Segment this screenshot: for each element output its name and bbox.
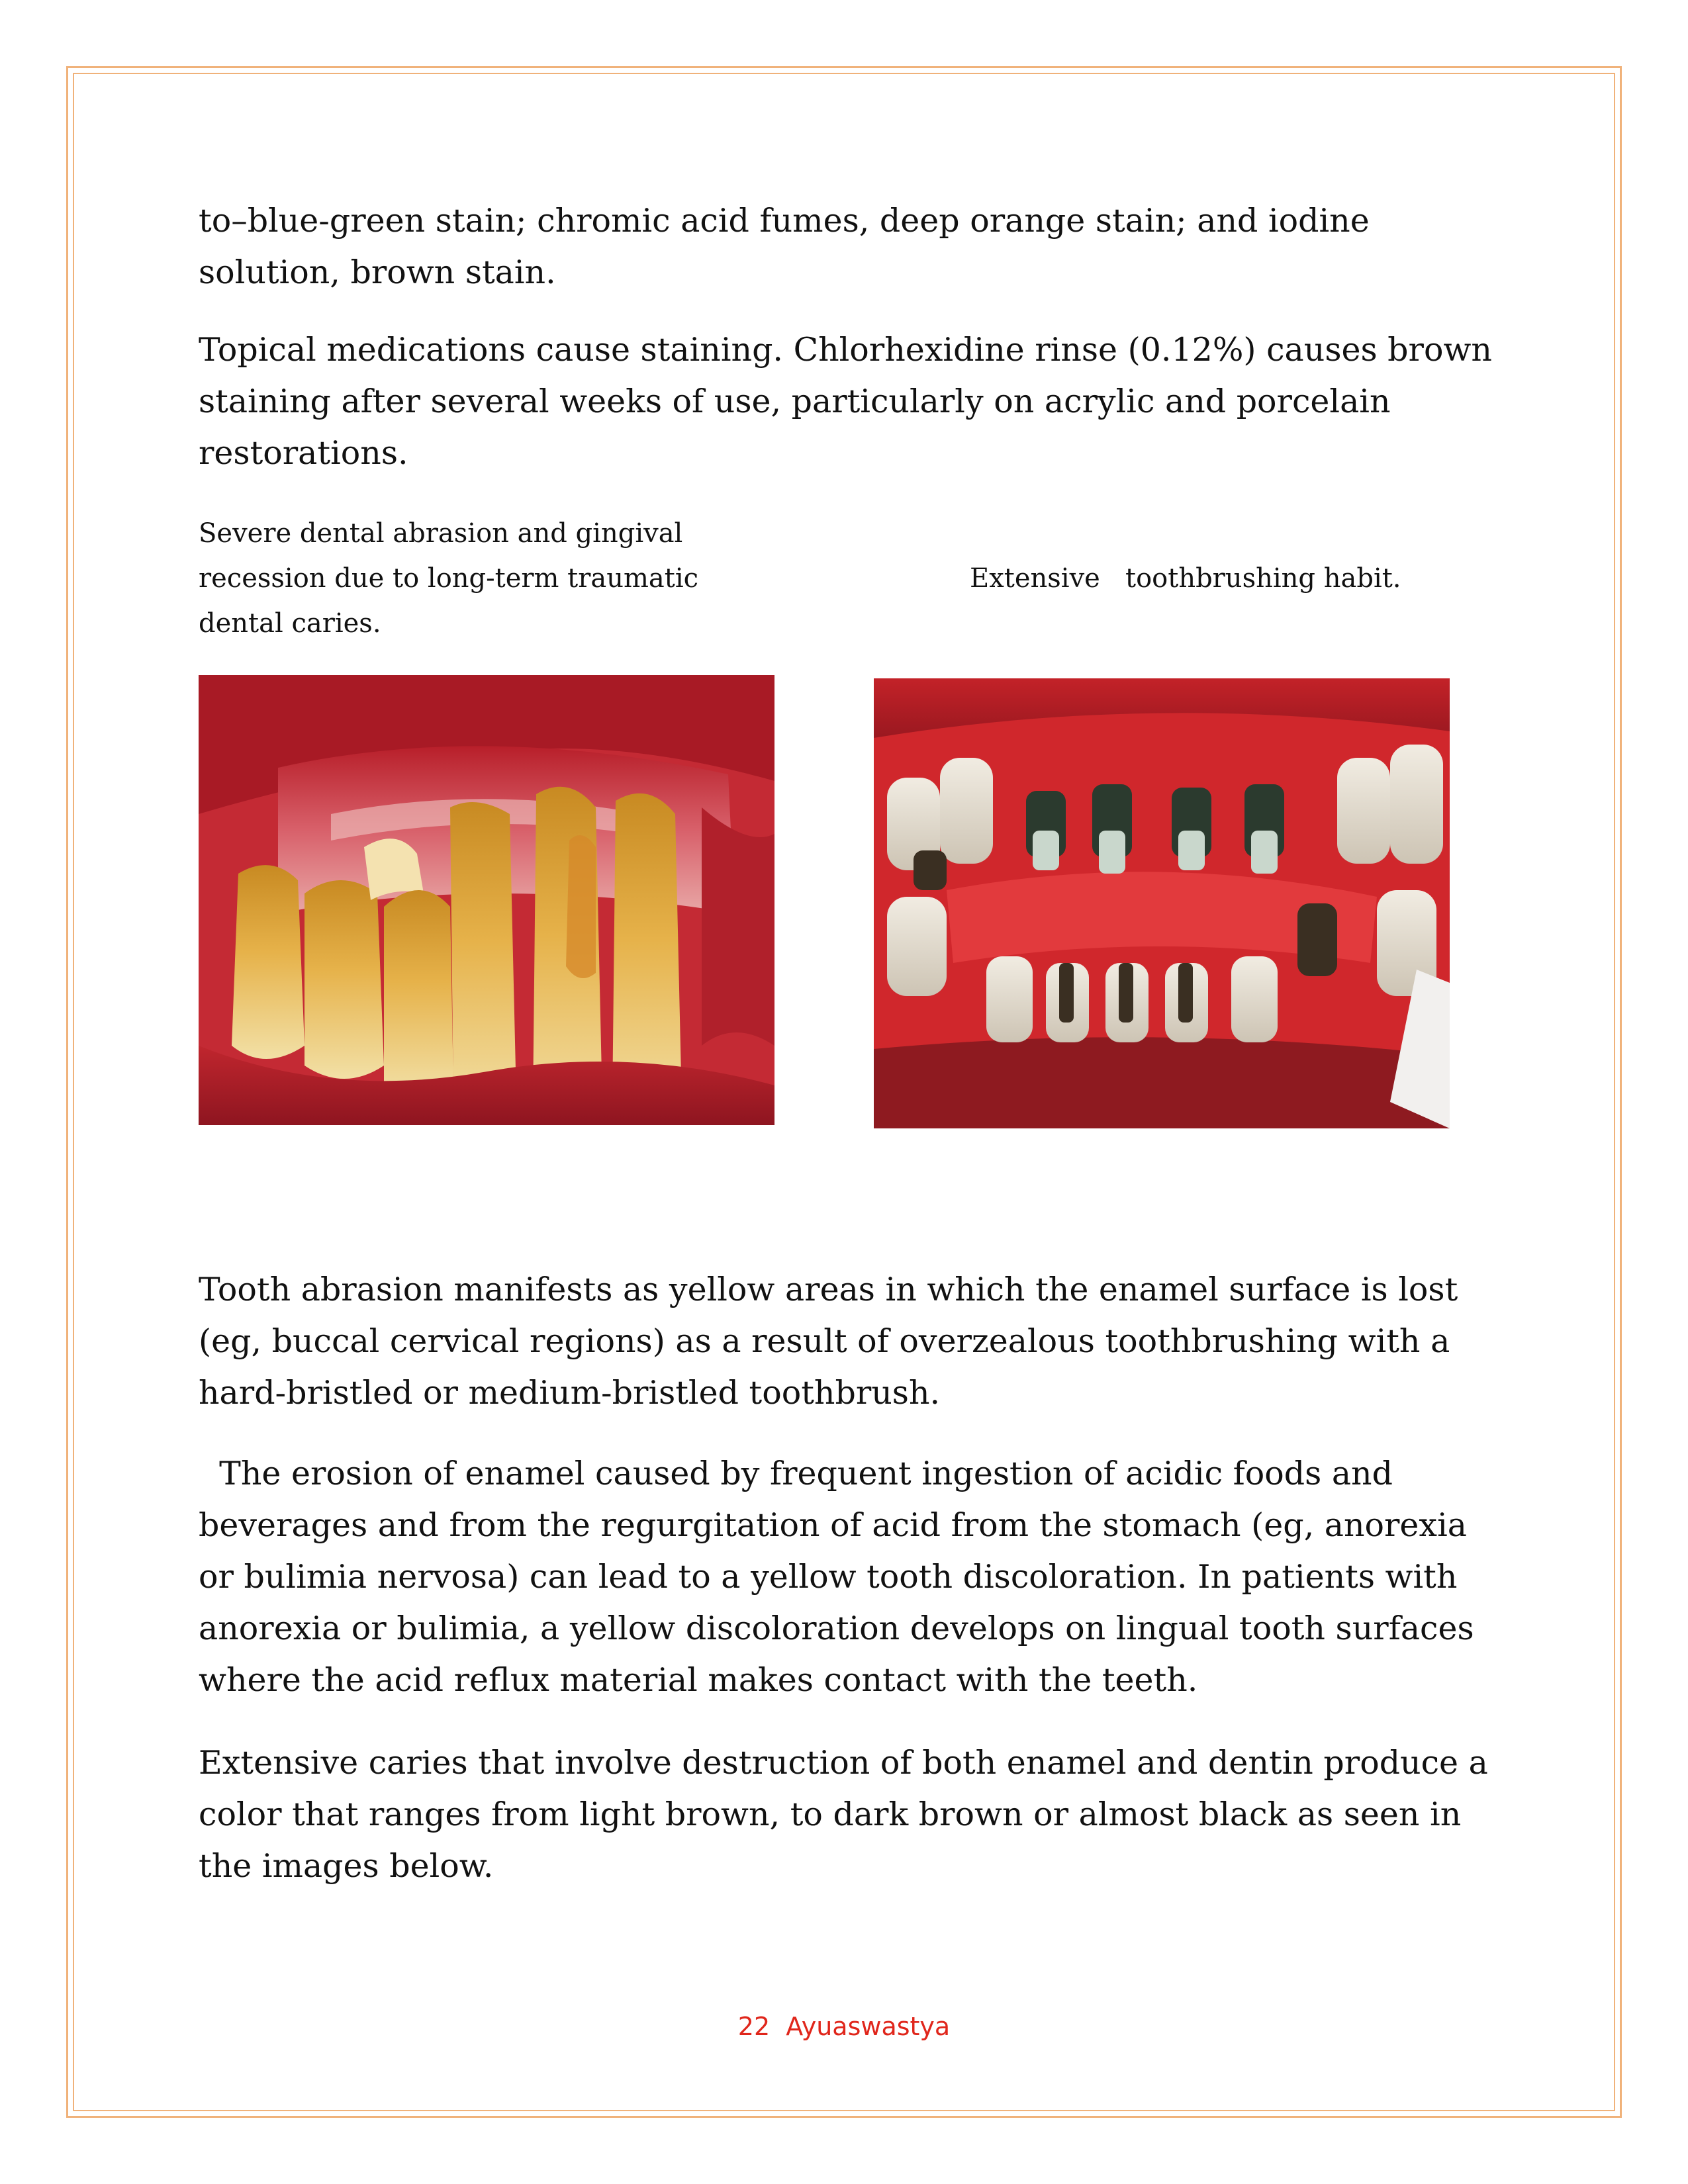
paragraph-tooth-abrasion: Tooth abrasion manifests as yellow areas in which the enamel surface is lost (eg, buccal cervical regions) as a result of overzealous toothbrushing with a hard-bristled or medium-bristled toothbrush. bbox=[199, 1271, 1458, 1412]
paragraph-extensive-caries: Extensive caries that involve destruction of both enamel and dentin produce a color that ranges from light brown, to dark brown or almost black as seen in the images below. bbox=[199, 1744, 1488, 1885]
caption-left-line3: dental caries. bbox=[199, 608, 381, 639]
caption-right: Extensive toothbrushing habit. bbox=[970, 563, 1401, 594]
photo-dental-caries bbox=[874, 678, 1450, 1128]
caption-left bbox=[199, 511, 794, 646]
page-footer bbox=[0, 2012, 1688, 2041]
paragraph-enamel-erosion: The erosion of enamel caused by frequent ingestion of acidic foods and beverages and from the regurgitation of acid from the stomach (eg, anorexia or bulimia nervosa) can lead to a yellow tooth discoloration. In patients with anorexia or bulimia, a yellow discoloration develops on lingual tooth surfaces where the acid reflux material makes contact with the teeth. bbox=[199, 1455, 1485, 1699]
footer-page-number: 22 bbox=[737, 2012, 771, 2041]
footer-publication: Ayuaswastya bbox=[786, 2012, 951, 2041]
caption-left-line2: recession due to long-term traumatic bbox=[199, 563, 699, 594]
paragraph-topical-medications: Topical medications cause staining. Chlorhexidine rinse (0.12%) causes brown staining after several weeks of use, particularly on acrylic and porcelain restorations. bbox=[199, 331, 1492, 472]
paragraph-stain-types: to–blue-green stain; chromic acid fumes, deep orange stain; and iodine solution, brown stain. bbox=[199, 202, 1370, 291]
photo-dental-abrasion bbox=[199, 675, 774, 1125]
caption-left-line1: Severe dental abrasion and gingival bbox=[199, 518, 683, 549]
